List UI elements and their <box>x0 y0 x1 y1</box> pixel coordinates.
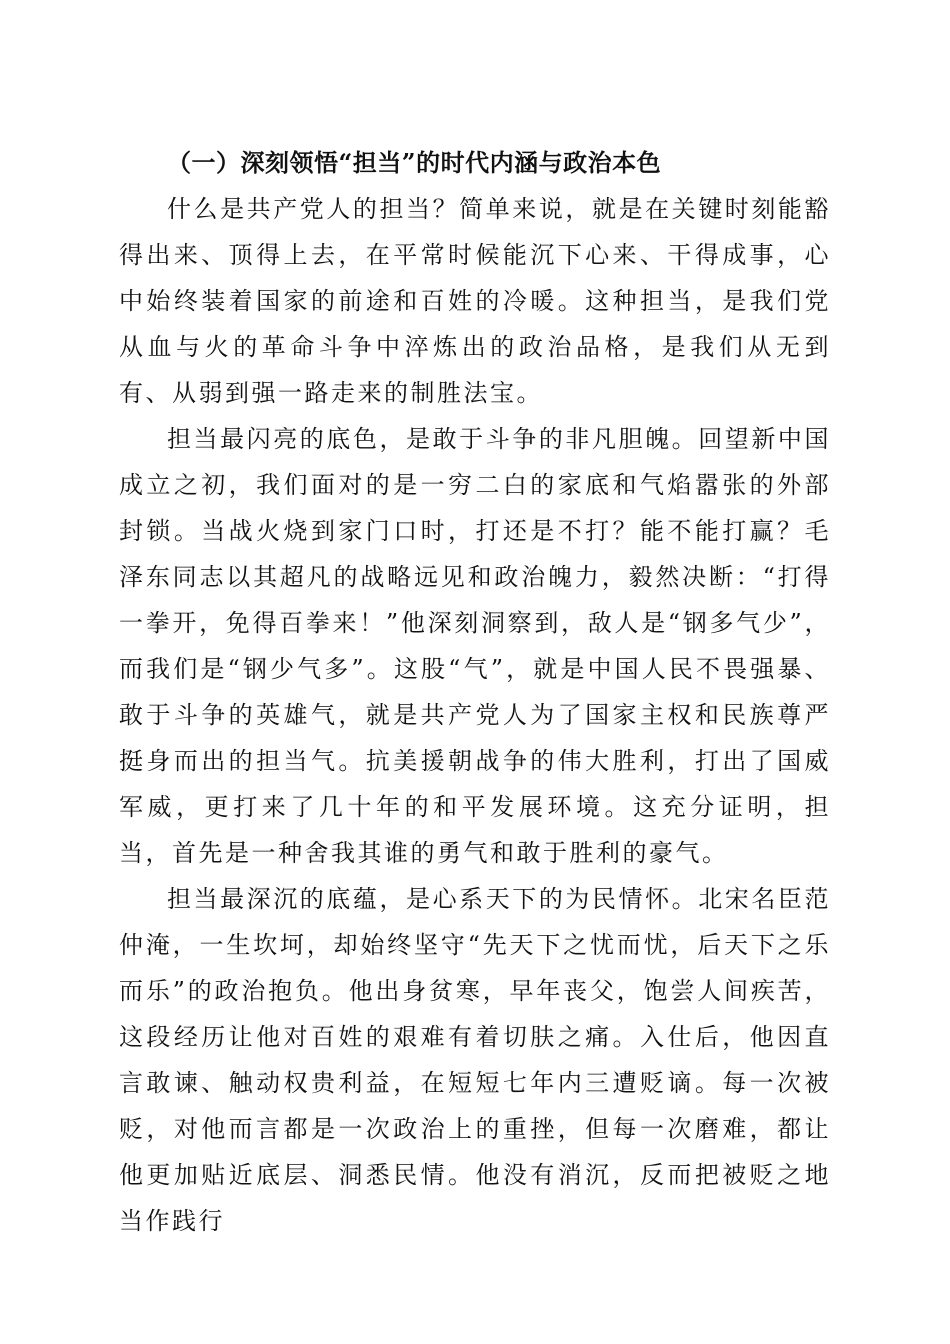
paragraph-1: 什么是共产党人的担当？简单来说，就是在关键时刻能豁得出来、顶得上去，在平常时候能沉下心来、干得成事，心中始终装着国家的前途和百姓的冷暖。这种担当，是我们党从血与火的革命斗争中淬炼出的政治品格，是我们从无到有、从弱到强一路走来的制胜法宝。 <box>119 195 831 407</box>
paragraph-2: 担当最闪亮的底色，是敢于斗争的非凡胆魄。回望新中国成立之初，我们面对的是一穷二白的家底和气焰嚣张的外部封锁。当战火烧到家门口时，打还是不打？能不能打赢？毛泽东同志以其超凡的战略远见和政治魄力，毅然决断：“打得一拳开，免得百拳来！”他深刻洞察到，敌人是“钢多气少”，而我们是“钢少气多”。这股“气”，就是中国人民不畏强暴、敢于斗争的英雄气，就是共产党人为了国家主权和民族尊严挺身而出的担当气。抗美援朝战争的伟大胜利，打出了国威军威，更打来了几十年的和平发展环境。这充分证明，担当，首先是一种舍我其谁的勇气和敢于胜利的豪气。 <box>119 425 831 867</box>
section-heading: （一）深刻领悟“担当”的时代内涵与政治本色 <box>167 148 662 177</box>
document-body <box>119 140 831 1244</box>
paragraph-3: 担当最深沉的底蕴，是心系天下的为民情怀。北宋名臣范仲淹，一生坎坷，却始终坚守“先天下之忧而忧，后天下之乐而乐”的政治抱负。他出身贫寒，早年丧父，饱尝人间疾苦，这段经历让他对百姓的艰难有着切肤之痛。入仕后，他因直言敢谏、触动权贵利益，在短短七年内三遭贬谪。每一次被贬，对他而言都是一次政治上的重挫，但每一次磨难，都让他更加贴近底层、洞悉民情。他没有消沉，反而把被贬之地当作践行 <box>119 885 831 1235</box>
